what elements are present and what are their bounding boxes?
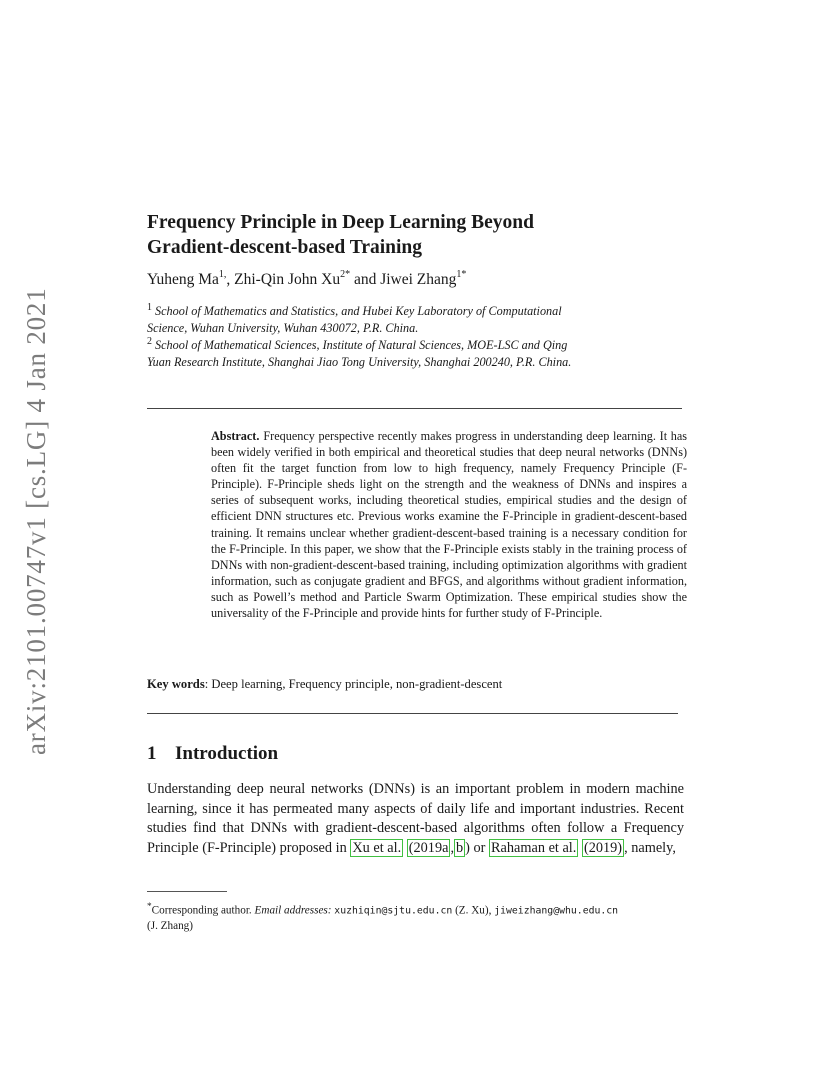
affiliation-number: 1 bbox=[147, 302, 152, 313]
affiliation-mark: 1, bbox=[218, 269, 227, 280]
affiliation-mark: 1* bbox=[456, 269, 467, 280]
email-link[interactable]: jiweizhang@whu.edu.cn bbox=[494, 905, 619, 917]
citation-link[interactable]: (2019a bbox=[408, 839, 449, 856]
section-number: 1 bbox=[147, 743, 157, 764]
author-separator: and bbox=[350, 271, 381, 289]
intro-paragraph bbox=[147, 780, 684, 858]
title-line-2: Gradient-descent-based Training bbox=[147, 237, 422, 258]
affiliation-2 bbox=[147, 333, 572, 371]
author-name: Jiwei Zhang bbox=[380, 271, 457, 289]
keywords-label: Key words bbox=[147, 677, 205, 691]
author-name: Zhi-Qin John Xu bbox=[234, 271, 341, 289]
citation-separator: , bbox=[450, 839, 455, 856]
affiliation-number: 2 bbox=[147, 336, 152, 347]
author-list bbox=[147, 270, 466, 289]
author-separator: , bbox=[226, 271, 235, 289]
footnote-text: (Z. Xu), bbox=[452, 904, 495, 917]
affiliation-text: School of Mathematical Sciences, Institute of Natural Sciences, MOE-LSC and Qing Yuan Research Institute, Shanghai Jiao Tong University, Shanghai 200240, P.R. China. bbox=[147, 338, 572, 370]
author-name: Yuheng Ma bbox=[147, 271, 219, 289]
citation-link[interactable]: b bbox=[456, 839, 464, 856]
section-heading bbox=[147, 743, 278, 765]
intro-text: , namely, bbox=[624, 839, 676, 856]
citation-link[interactable]: Rahaman et al. bbox=[491, 839, 577, 856]
abstract-text: Frequency perspective recently makes progress in understanding deep learning. It has been widely verified in both empirical and theoretical studies that deep neural networks (DNNs) often fit the target function from low to high frequency, namely Frequency Principle (F-Principle). F-Principle sheds light on the strength and the weakness of DNNs and inspires a series of subsequent works, including theoretical studies, empirical studies and the design of efficient DNN structures etc. Previous works examine the F-Principle in gradient-descent-based training. It remains unclear whether gradient-descent-based training is a necessary condition for the F-Principle. In this paper, we show that the F-Principle exists stably in the training process of DNNs with non-gradient-descent-based training, including optimization algorithms with gradient information, such as conjugate gradient and BFGS, and algorithms without gradient information, such as Powell’s method and Particle Swarm Optimization. These empirical studies show the universality of the F-Principle and provide hints for further study of F-Principle. bbox=[211, 429, 687, 621]
footnote bbox=[147, 900, 687, 934]
citation-link[interactable]: (2019) bbox=[583, 839, 623, 856]
footnote-mark: * bbox=[147, 902, 152, 912]
intro-text: ) or bbox=[465, 839, 489, 856]
footnote-text: (J. Zhang) bbox=[147, 919, 193, 932]
email-label: Email addresses: bbox=[254, 904, 332, 917]
affiliation-mark: 2* bbox=[340, 269, 351, 280]
abstract bbox=[211, 428, 687, 621]
abstract-bottom-rule bbox=[147, 713, 678, 714]
abstract-label: Abstract. bbox=[211, 429, 260, 443]
keywords bbox=[147, 677, 502, 692]
title-line-1: Frequency Principle in Deep Learning Beyond bbox=[147, 212, 534, 233]
citation-link[interactable]: Xu et al. bbox=[352, 839, 402, 856]
arxiv-identifier: arXiv:2101.00747v1 [cs.LG] 4 Jan 2021 bbox=[21, 287, 51, 755]
intro-text: Understanding deep neural networks (DNNs) is an important problem in modern machine learning, since it has permeated many aspects of daily life and important industries. Recent studies find that DNNs with gradient-descent-based algorithms often follow a Frequency Principle (F-Principle) proposed in bbox=[147, 781, 684, 856]
affiliation-1 bbox=[147, 299, 572, 337]
affiliation-text: School of Mathematics and Statistics, and Hubei Key Laboratory of Computational Science, Wuhan University, Wuhan 430072, P.R. China. bbox=[147, 304, 562, 336]
abstract-top-rule bbox=[147, 408, 682, 409]
footnote-label: Corresponding author. bbox=[151, 904, 252, 917]
section-title: Introduction bbox=[175, 743, 279, 764]
footnote-rule bbox=[147, 891, 227, 892]
keywords-text: : Deep learning, Frequency principle, non-gradient-descent bbox=[204, 677, 503, 691]
paper-title bbox=[147, 210, 607, 260]
email-link[interactable]: xuzhiqin@sjtu.edu.cn bbox=[334, 905, 453, 917]
